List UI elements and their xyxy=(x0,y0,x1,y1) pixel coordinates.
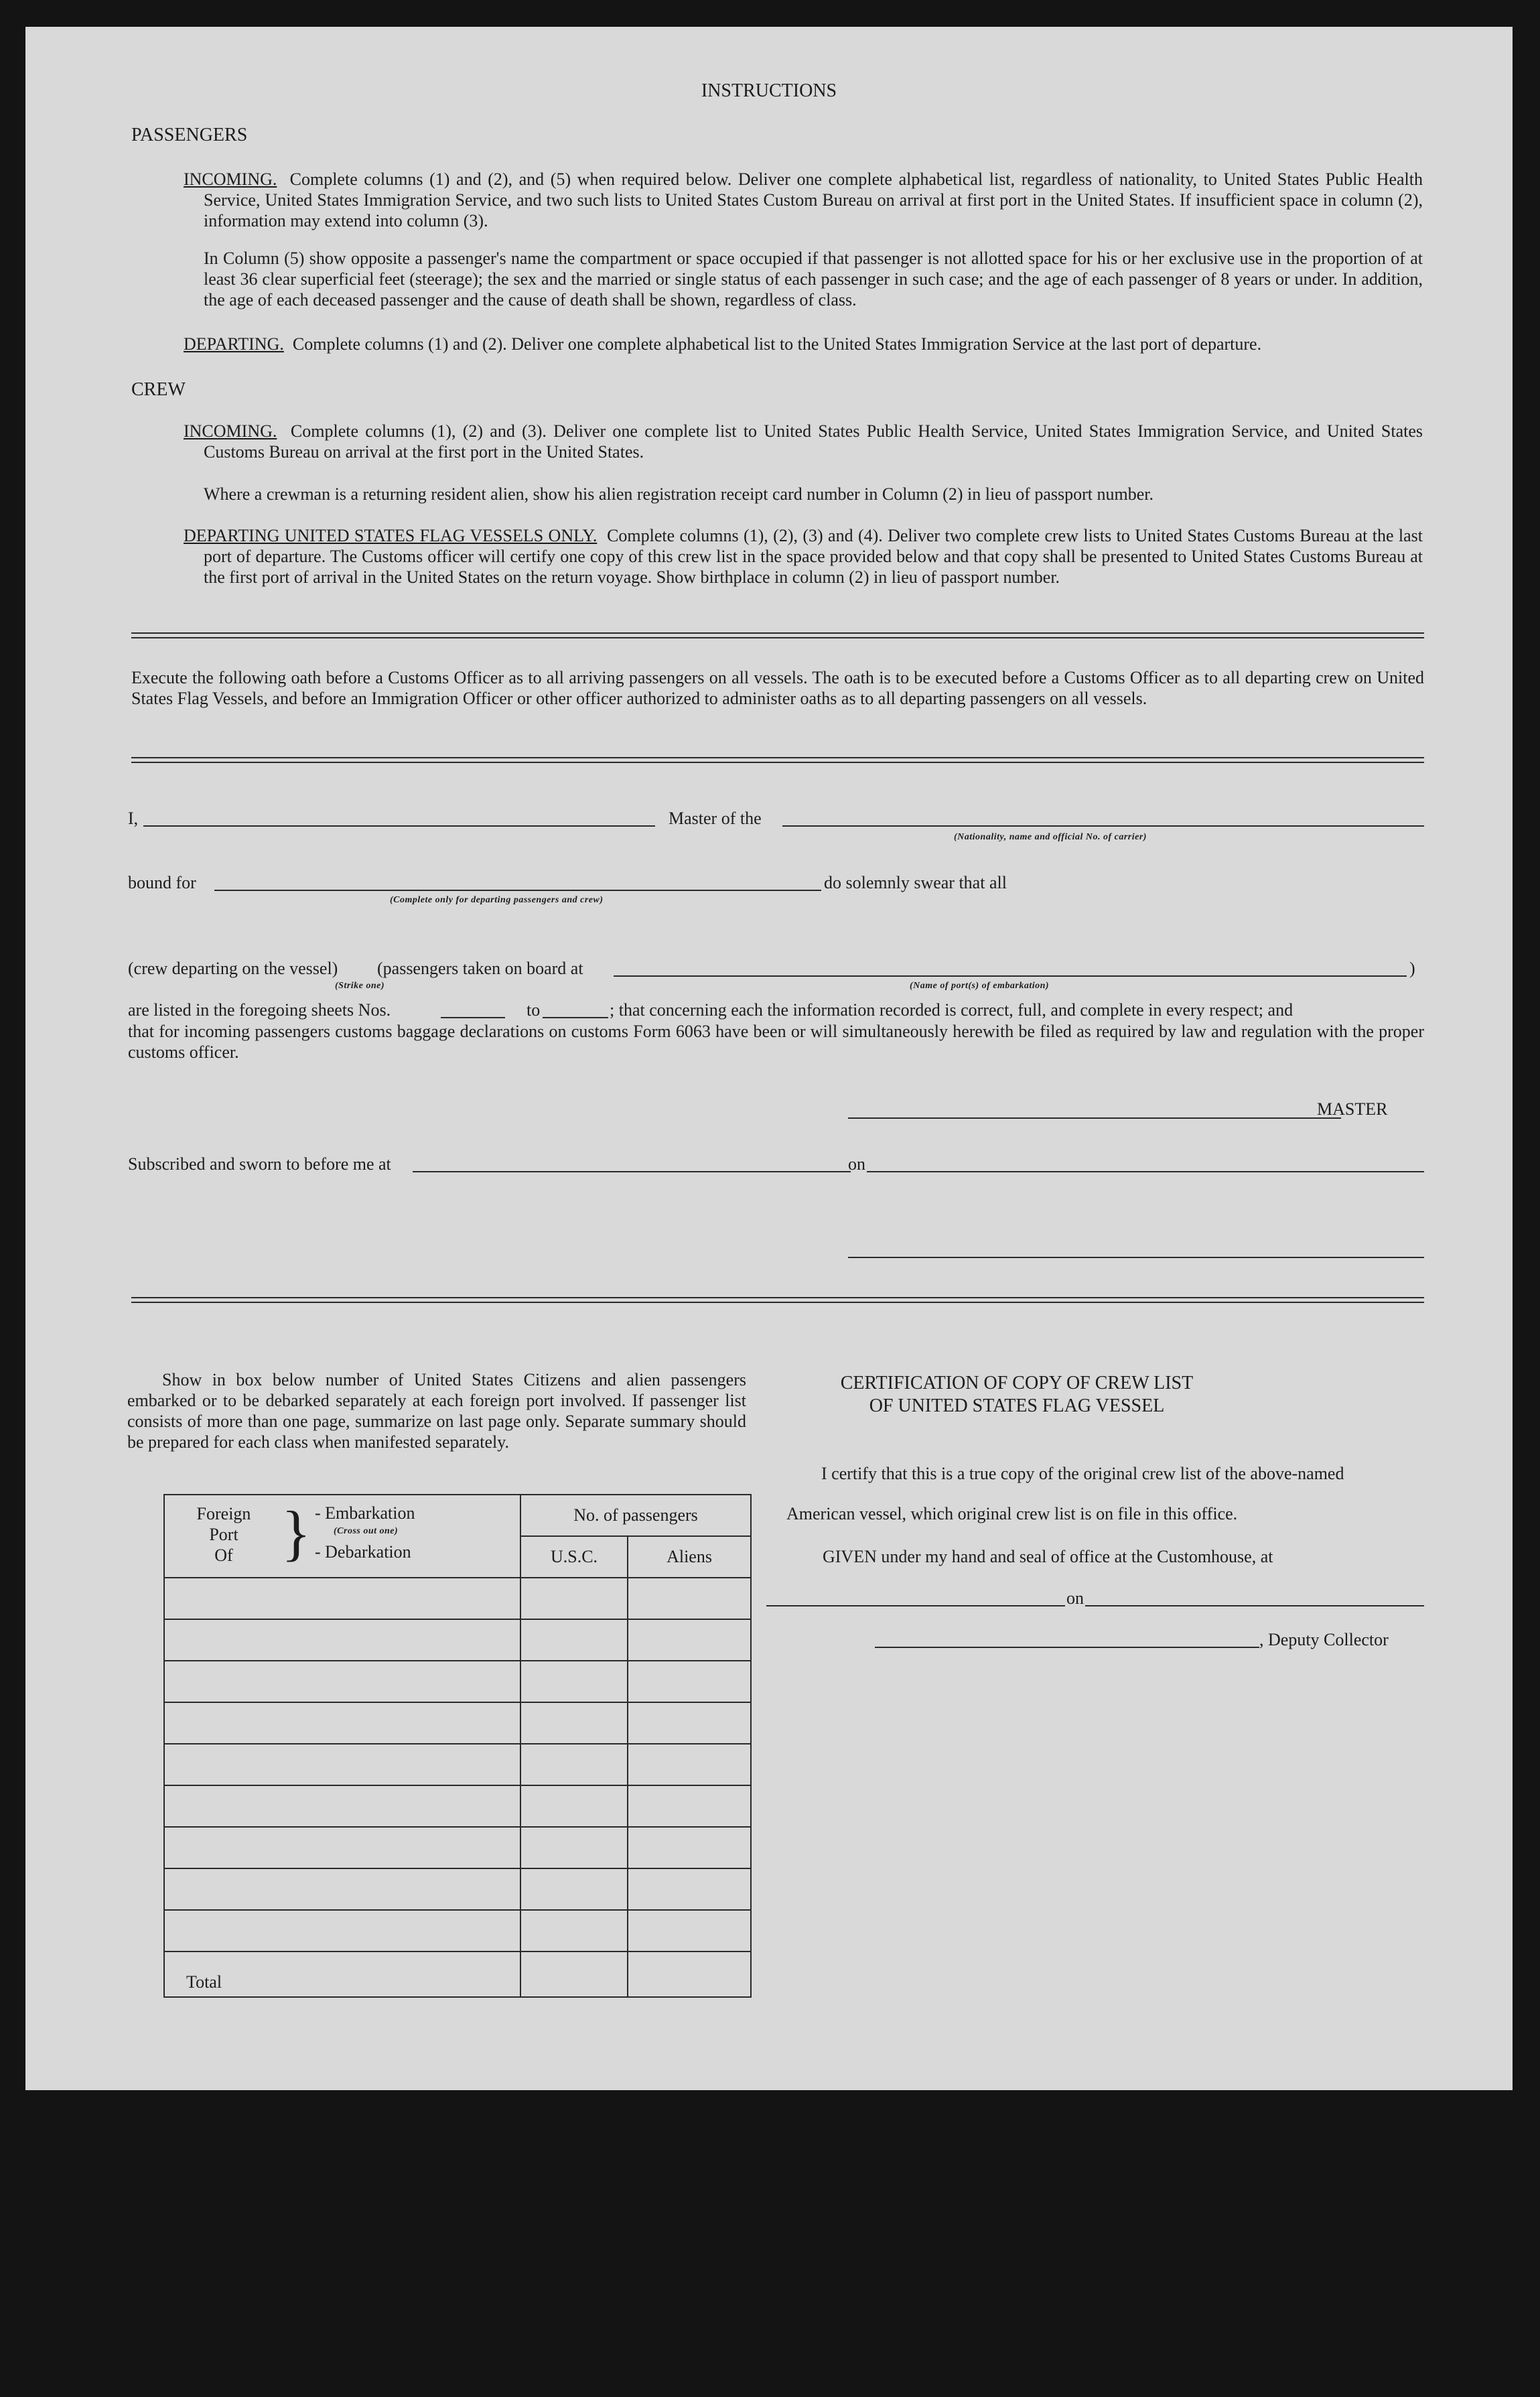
port-cell[interactable] xyxy=(164,1661,520,1702)
oath-intro: Execute the following oath before a Customs Officer as to all arriving passengers on all vessels. The oath is to be executed before a Customs Officer as to all departing crew on United States Flag Vessels, and before an Immigration Officer or other officer authorized to administer oaths as to all departing passengers on all vessels. xyxy=(131,668,1424,708)
deputy-collector-label: , Deputy Collector xyxy=(1259,1630,1389,1649)
sworn-on-label: on xyxy=(848,1154,865,1174)
total-row xyxy=(164,1951,751,1997)
passengers-incoming-text: Complete columns (1) and (2), and (5) when required below. Deliver one complete alphabetical list, regardless of nationality, to United States Public Health Service, United States Immigration Service, and two such lists to United States Custom Bureau on arrival at first port in the United States. If insufficient space in column (2), information may extend into column (3). xyxy=(204,169,1423,230)
certification-on-label: on xyxy=(1066,1588,1084,1608)
lower-divider xyxy=(131,1297,1424,1303)
port-cell[interactable] xyxy=(164,1744,520,1785)
nationality-caption: (Nationality, name and official No. of carrier) xyxy=(954,832,1147,842)
passenger-summary-table xyxy=(163,1494,752,1998)
complete-only-caption: (Complete only for departing passengers and crew) xyxy=(390,895,604,905)
aliens-cell[interactable] xyxy=(628,1578,751,1619)
ports-caption: (Name of port(s) of embarkation) xyxy=(910,981,1050,991)
aliens-header: Aliens xyxy=(628,1536,751,1578)
customhouse-field[interactable] xyxy=(766,1605,1065,1606)
sheet-from-field[interactable] xyxy=(441,1017,505,1018)
certification-title-line2: OF UNITED STATES FLAG VESSEL xyxy=(869,1395,1165,1416)
i-label: I, xyxy=(128,809,139,828)
passengers-departing-instruction xyxy=(184,334,1423,354)
deputy-collector-signature-field[interactable] xyxy=(875,1647,1259,1648)
usc-header: U.S.C. xyxy=(520,1536,628,1578)
foreign-port-header xyxy=(164,1495,520,1578)
port-cell[interactable] xyxy=(164,1827,520,1868)
aliens-cell[interactable] xyxy=(628,1661,751,1702)
passengers-departing-label: DEPARTING. xyxy=(184,334,284,354)
usc-cell[interactable] xyxy=(520,1910,628,1951)
aliens-total-cell[interactable] xyxy=(628,1951,751,1997)
aliens-cell[interactable] xyxy=(628,1910,751,1951)
passengers-taken-option: (passengers taken on board at xyxy=(377,959,583,978)
table-row xyxy=(164,1868,751,1910)
bound-for-field[interactable] xyxy=(214,890,821,891)
sheets-to-label: to xyxy=(527,1000,541,1020)
section-divider xyxy=(131,632,1424,638)
table-row xyxy=(164,1785,751,1827)
port-label: Port xyxy=(209,1525,238,1544)
aliens-cell[interactable] xyxy=(628,1744,751,1785)
master-of-the-label: Master of the xyxy=(669,809,762,828)
of-label: Of xyxy=(214,1546,233,1565)
foreign-label: Foreign xyxy=(196,1504,251,1523)
port-cell[interactable] xyxy=(164,1578,520,1619)
table-row xyxy=(164,1827,751,1868)
sworn-place-field[interactable] xyxy=(413,1171,851,1172)
strike-one-caption: (Strike one) xyxy=(335,981,385,991)
crew-incoming-text: Complete columns (1), (2) and (3). Deliver one complete list to United States Public Health Service, United States Immigration Service, and United States Customs Bureau on arrival at the first port in the United States. xyxy=(204,421,1423,462)
crew-departing-instruction xyxy=(184,525,1423,588)
given-under-text: GIVEN under my hand and seal of office at the Customhouse, at xyxy=(823,1547,1273,1566)
port-cell[interactable] xyxy=(164,1910,520,1951)
column5-instruction: In Column (5) show opposite a passenger's name the compartment or space occupied if that passenger is not allotted space for his or her exclusive use in the proportion of at least 36 clear superficial feet (steerage); the sex and the married or single status of each passenger in such case; and the age of each passenger of 8 years or under. In addition, the age of each deceased passenger and the cause of death shall be shown, regardless of class. xyxy=(204,249,1423,310)
crew-departing-option: (crew departing on the vessel) xyxy=(128,959,338,978)
passengers-heading: PASSENGERS xyxy=(131,125,248,145)
usc-cell[interactable] xyxy=(520,1619,628,1661)
table-row xyxy=(164,1619,751,1661)
aliens-cell[interactable] xyxy=(628,1785,751,1827)
oath-divider xyxy=(131,757,1424,763)
debarkation-label: - Debarkation xyxy=(315,1542,411,1562)
passengers-incoming-instruction xyxy=(184,169,1423,231)
usc-cell[interactable] xyxy=(520,1702,628,1744)
port-cell[interactable] xyxy=(164,1868,520,1910)
crew-incoming-label: INCOMING. xyxy=(184,421,277,441)
embarkation-ports-field[interactable] xyxy=(614,975,1407,977)
listed-rest: that for incoming passengers customs baggage declarations on customs Form 6063 have been or will simultaneously herewith be filed as required by law and regulation with the proper customs officer. xyxy=(128,1022,1424,1062)
summary-instruction: Show in box below number of United States Citizens and alien passengers embarked or to be debarked separately at each foreign port involved. If passenger list consists of more than one page, summarize on last page only. Separate summary should be prepared for each class when manifested separately. xyxy=(127,1370,746,1452)
passengers-departing-text: Complete columns (1) and (2). Deliver one complete alphabetical list to the United States Immigration Service at the last port of departure. xyxy=(292,334,1262,354)
port-cell[interactable] xyxy=(164,1702,520,1744)
master-name-field[interactable] xyxy=(143,825,655,827)
aliens-cell[interactable] xyxy=(628,1702,751,1744)
cross-out-caption: (Cross out one) xyxy=(334,1526,399,1536)
table-row xyxy=(164,1578,751,1619)
aliens-cell[interactable] xyxy=(628,1619,751,1661)
port-cell[interactable] xyxy=(164,1785,520,1827)
officer-signature-field[interactable] xyxy=(848,1257,1424,1258)
certification-title xyxy=(782,1372,1251,1418)
crew-heading: CREW xyxy=(131,379,186,400)
table-row xyxy=(164,1702,751,1744)
usc-cell[interactable] xyxy=(520,1827,628,1868)
master-label: MASTER xyxy=(1317,1099,1388,1119)
usc-cell[interactable] xyxy=(520,1578,628,1619)
usc-cell[interactable] xyxy=(520,1744,628,1785)
table-row xyxy=(164,1910,751,1951)
aliens-cell[interactable] xyxy=(628,1868,751,1910)
sheet-to-field[interactable] xyxy=(543,1017,608,1018)
embarkation-label: - Embarkation xyxy=(315,1503,415,1523)
total-label: Total xyxy=(164,1951,520,1997)
usc-cell[interactable] xyxy=(520,1868,628,1910)
certification-date-field[interactable] xyxy=(1085,1605,1424,1606)
aliens-cell[interactable] xyxy=(628,1827,751,1868)
no-of-passengers-header: No. of passengers xyxy=(520,1495,751,1536)
table-row xyxy=(164,1661,751,1702)
crew-departing-label: DEPARTING UNITED STATES FLAG VESSELS ONLY. xyxy=(184,526,598,545)
document-page xyxy=(25,27,1513,2090)
listed-continuation: ; that concerning each the information recorded is correct, full, and complete in every respect; and xyxy=(610,1000,1293,1020)
certify-line2: American vessel, which original crew list is on file in this office. xyxy=(786,1504,1238,1523)
usc-cell[interactable] xyxy=(520,1785,628,1827)
usc-total-cell[interactable] xyxy=(520,1951,628,1997)
subscribed-label: Subscribed and sworn to before me at xyxy=(128,1154,391,1174)
usc-cell[interactable] xyxy=(520,1661,628,1702)
listed-in-label: are listed in the foregoing sheets Nos. xyxy=(128,1000,391,1020)
crewman-instruction: Where a crewman is a returning resident alien, show his alien registration receipt card number in Column (2) in lieu of passport number. xyxy=(204,484,1154,504)
close-paren: ) xyxy=(1409,959,1415,978)
certify-line1: I certify that this is a true copy of the original crew list of the above-named xyxy=(821,1464,1344,1483)
carrier-field[interactable] xyxy=(782,825,1424,827)
certification-title-line1: CERTIFICATION OF COPY OF CREW LIST xyxy=(840,1373,1194,1393)
brace-glyph: } xyxy=(281,1499,311,1567)
crew-departing-text: Complete columns (1), (2), (3) and (4). Deliver two complete crew lists to United States Customs Bureau at the last port of departure. The Customs officer will certify one copy of this crew list in the space provided below and that copy shall be presented to United States Customs Bureau at the first port of arrival in the United States on the return voyage. Show birthplace in column (2) in lieu of passport number. xyxy=(204,526,1423,587)
passengers-incoming-label: INCOMING. xyxy=(184,169,277,189)
table-row xyxy=(164,1744,751,1785)
bound-for-label: bound for xyxy=(128,873,196,892)
instructions-title: INSTRUCTIONS xyxy=(701,80,837,101)
swear-text: do solemnly swear that all xyxy=(824,873,1007,892)
sworn-date-field[interactable] xyxy=(867,1171,1424,1172)
crew-incoming-instruction xyxy=(184,421,1423,462)
port-cell[interactable] xyxy=(164,1619,520,1661)
master-signature-field[interactable] xyxy=(848,1117,1341,1119)
